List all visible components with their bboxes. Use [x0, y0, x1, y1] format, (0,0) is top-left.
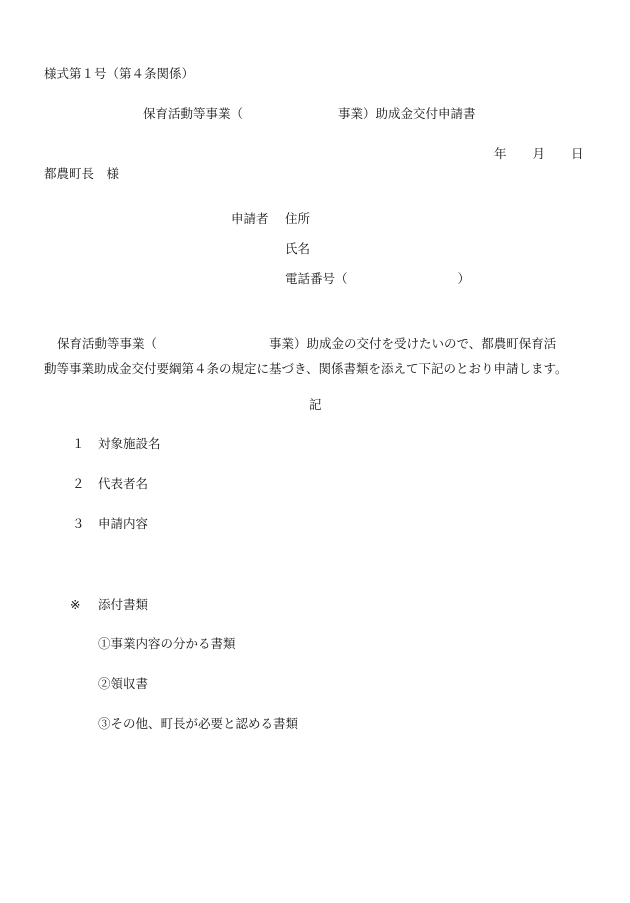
- statement-suffix: 事業）助成金の交付を受けたいので、都農町保育活: [269, 336, 557, 351]
- date-day: 日: [571, 146, 584, 161]
- phone-label-open: 電話番号（: [285, 271, 348, 286]
- statement-prefix: 保育活動等事業（: [57, 336, 158, 351]
- name-label: 氏名: [285, 241, 311, 256]
- document-title: [143, 106, 476, 122]
- item-1-number: １: [72, 436, 85, 451]
- date-month: 月: [532, 146, 546, 161]
- addressee: 都農町長 様: [44, 166, 120, 181]
- application-statement: [44, 331, 604, 381]
- statement-line-1: [44, 331, 604, 356]
- statement-line-2: 動等事業助成金交付要綱第４条の規定に基づき、関係書類を添えて下記のとおり申請します。: [44, 361, 568, 376]
- form-number: 様式第１号（第４条関係）: [44, 66, 195, 81]
- date-year: 年: [494, 146, 507, 161]
- item-2-label: 代表者名: [98, 476, 149, 491]
- title-prefix: 保育活動等事業（: [143, 106, 244, 121]
- ki-heading: 記: [309, 397, 322, 412]
- attachment-item-3: ③その他、町長が必要と認める書類: [98, 716, 299, 731]
- date-line: [494, 146, 584, 162]
- attachment-item-2: ②領収書: [98, 676, 149, 691]
- item-1-label: 対象施設名: [98, 436, 161, 451]
- attachment-mark: ※: [70, 597, 81, 612]
- phone-line: [285, 271, 470, 287]
- attachment-item-1: ①事業内容の分かる書類: [98, 636, 236, 651]
- title-suffix: 事業）助成金交付申請書: [338, 106, 476, 121]
- phone-label-close: ）: [457, 271, 471, 286]
- address-label: 住所: [285, 211, 311, 226]
- applicant-label: 申請者: [231, 211, 269, 226]
- item-3-label: 申請内容: [98, 516, 149, 531]
- item-2-number: ２: [72, 476, 85, 491]
- item-3-number: ３: [72, 516, 85, 531]
- attachment-heading: 添付書類: [98, 597, 149, 612]
